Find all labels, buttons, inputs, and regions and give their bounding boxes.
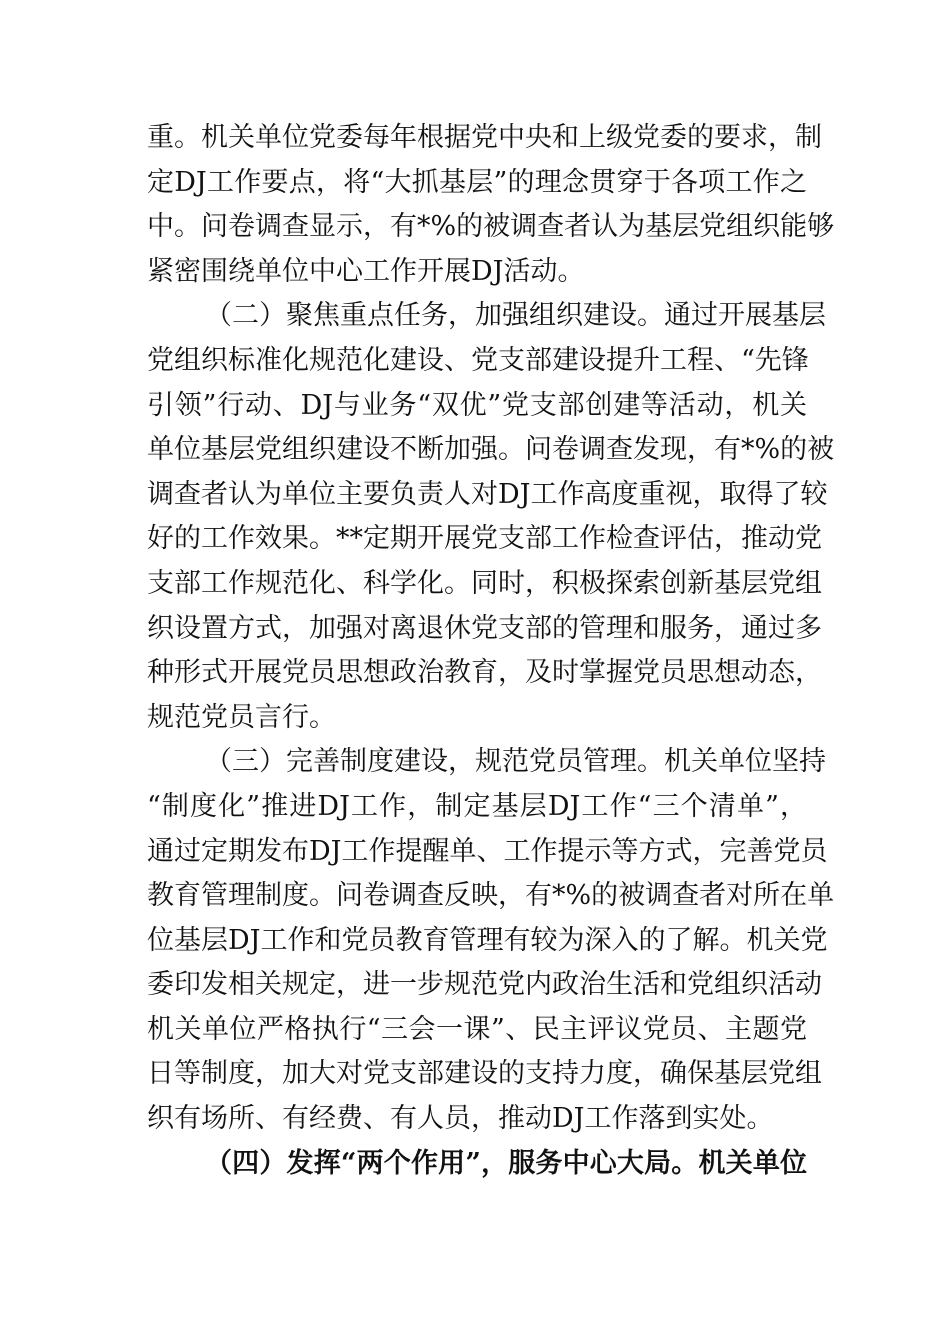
text-line: “制度化”推进DJ工作，制定基层DJ工作“三个清单”， — [147, 790, 807, 822]
section-heading-line: （三）完善制度建设，规范党员管理。机关单位坚持 — [205, 746, 826, 778]
text-line: 日等制度，加大对党支部建设的支持力度，确保基层党组 — [147, 1058, 822, 1090]
text-line: 支部工作规范化、科学化。同时，积极探索创新基层党组 — [147, 567, 822, 599]
text-line: 紧密围绕单位中心工作开展DJ活动。 — [147, 255, 585, 287]
text-line: 重。机关单位党委每年根据党中央和上级党委的要求，制 — [147, 122, 822, 153]
text-line: 机关单位严格执行“三会一课”、民主评议党员、主题党 — [147, 1013, 807, 1045]
paragraph-2 — [147, 294, 835, 740]
text-line: 定DJ工作要点，将“大抓基层”的理念贯穿于各项工作之 — [147, 166, 807, 198]
text-line: 好的工作效果。**定期开展党支部工作检查评估，推动党 — [147, 523, 822, 555]
paragraph-1 — [147, 116, 835, 294]
text-line: 种形式开展党员思想政治教育，及时掌握党员思想动态， — [147, 657, 822, 689]
text-line: 党组织标准化规范化建设、党支部建设提升工程、“先锋 — [147, 344, 809, 376]
text-line: 委印发相关规定，进一步规范党内政治生活和党组织活动 — [147, 969, 822, 1001]
section-heading-line: （二）聚焦重点任务，加强组织建设。通过开展基层 — [205, 300, 826, 332]
text-line: 织有场所、有经费、有人员，推动DJ工作落到实处。 — [147, 1103, 774, 1135]
text-line: 规范党员言行。 — [147, 701, 336, 733]
paragraph-3 — [147, 740, 835, 1141]
text-line: 织设置方式，加强对离退休党支部的管理和服务，通过多 — [147, 612, 822, 644]
document-body — [147, 116, 835, 1186]
text-line: 位基层DJ工作和党员教育管理有较为深入的了解。机关党 — [147, 924, 828, 956]
text-line: 调查者认为单位主要负责人对DJ工作高度重视，取得了较 — [147, 478, 828, 510]
text-line: 单位基层党组织建设不断加强。问卷调查发现，有*%的被 — [147, 434, 835, 466]
text-line: 教育管理制度。问卷调查反映，有*%的被调查者对所在单 — [147, 880, 835, 912]
text-line: 中。问卷调查显示，有*%的被调查者认为基层党组织能够 — [147, 211, 835, 243]
paragraph-4 — [147, 1142, 807, 1187]
section-heading-line: （四）发挥“两个作用”，服务中心大局。机关单位 — [205, 1147, 807, 1179]
text-line: 引领”行动、DJ与业务“双优”党支部创建等活动，机关 — [147, 389, 807, 421]
text-line: 通过定期发布DJ工作提醒单、工作提示等方式，完善党员 — [147, 835, 828, 867]
